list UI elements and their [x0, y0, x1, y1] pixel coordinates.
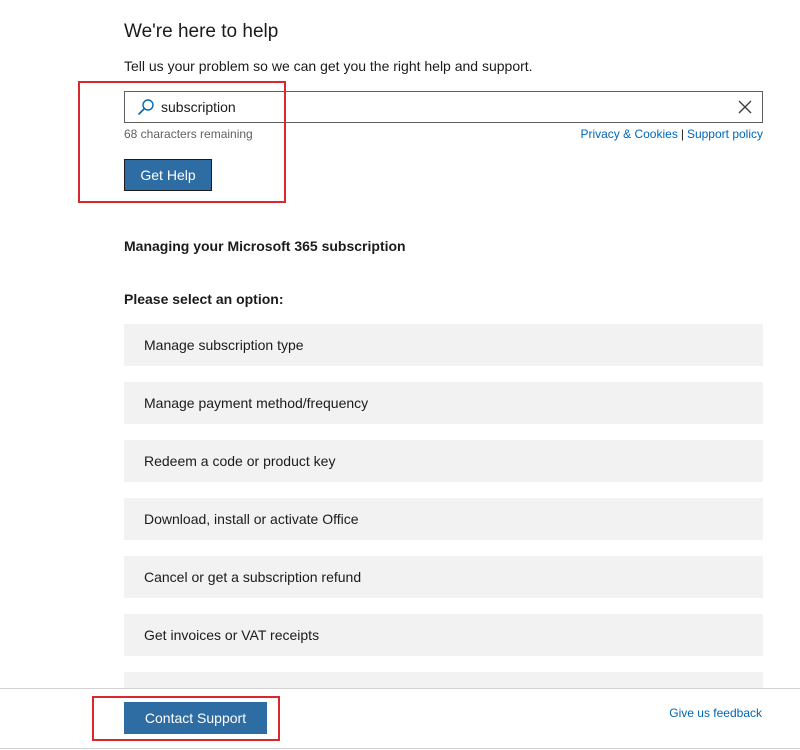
get-help-button[interactable]: Get Help	[124, 159, 212, 191]
option-invoices-vat[interactable]: Get invoices or VAT receipts	[124, 614, 763, 656]
option-redeem-code[interactable]: Redeem a code or product key	[124, 440, 763, 482]
section-title: Managing your Microsoft 365 subscription	[124, 238, 406, 254]
support-policy-link[interactable]: Support policy	[686, 127, 763, 141]
option-cancel-refund[interactable]: Cancel or get a subscription refund	[124, 556, 763, 598]
option-download-install-office[interactable]: Download, install or activate Office	[124, 498, 763, 540]
select-option-label: Please select an option:	[124, 291, 284, 307]
footer-divider	[0, 748, 800, 749]
privacy-cookies-link[interactable]: Privacy & Cookies	[580, 127, 678, 141]
page-subtitle: Tell us your problem so we can get you the right help and support.	[124, 58, 533, 74]
link-separator: |	[680, 127, 684, 141]
footer-bar	[0, 688, 800, 750]
close-icon[interactable]	[738, 100, 752, 114]
option-manage-subscription-type[interactable]: Manage subscription type	[124, 324, 763, 366]
search-input[interactable]	[161, 93, 730, 121]
give-feedback-link[interactable]: Give us feedback	[669, 706, 762, 720]
page-title: We're here to help	[124, 21, 279, 42]
options-list	[124, 324, 763, 730]
option-manage-payment-method[interactable]: Manage payment method/frequency	[124, 382, 763, 424]
policy-links	[580, 127, 763, 141]
contact-support-button[interactable]: Contact Support	[124, 702, 267, 734]
characters-remaining: 68 characters remaining	[124, 127, 253, 141]
search-field[interactable]	[124, 91, 763, 123]
search-icon	[137, 98, 155, 116]
